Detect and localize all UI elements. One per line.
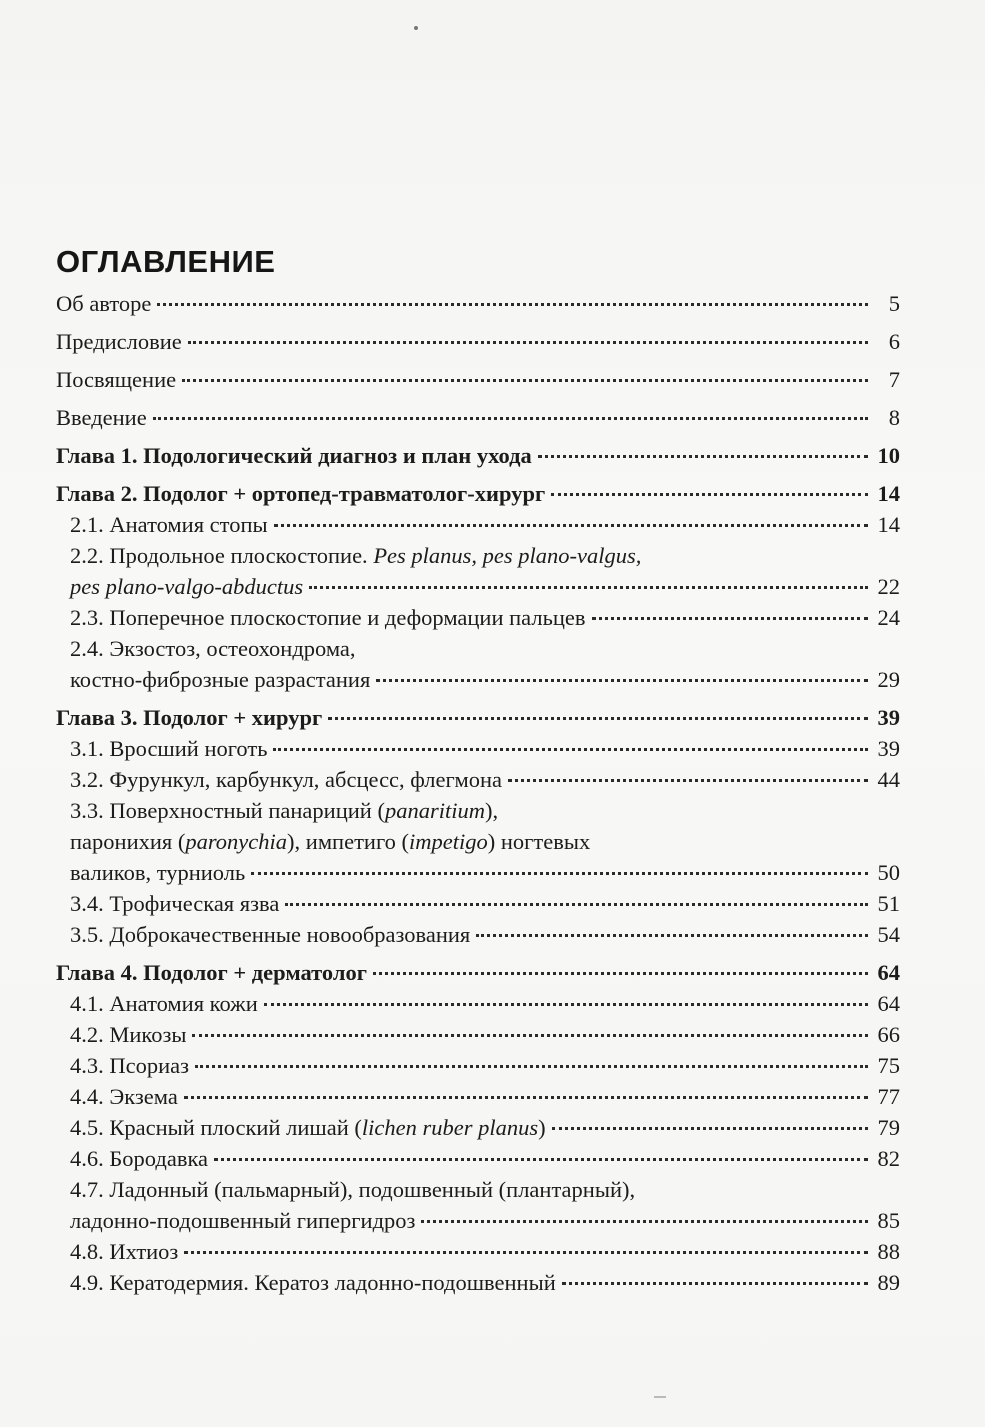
dot-leader: [476, 934, 868, 937]
page-number: 82: [877, 1146, 900, 1171]
dot-leader: [264, 1003, 868, 1006]
toc-section-4-2: 4.2. Микозы 66: [56, 1019, 900, 1050]
toc-heading: ОГЛАВЛЕНИЕ: [56, 244, 276, 279]
print-speck: [654, 1396, 666, 1398]
print-speck: [414, 26, 418, 30]
toc-section-3-3-line1: 3.3. Поверхностный панариций (panaritium),: [70, 798, 499, 823]
toc-entry-dedication: Посвящение 7: [56, 364, 900, 395]
toc-section-2-3: 2.3. Поперечное плоскостопие и деформации пальцев 24: [56, 602, 900, 633]
page-number: 89: [877, 1270, 900, 1295]
page-number: 10: [877, 443, 900, 468]
dot-leader: [192, 1034, 868, 1037]
dot-leader: [214, 1158, 868, 1161]
toc-section-4-7: ладонно-подошвенный гипергидроз 85: [56, 1205, 900, 1236]
dot-leader: [184, 1251, 868, 1254]
table-of-contents: [56, 244, 900, 1298]
toc-chapter-3: Глава 3. Подолог + хирург 39: [56, 702, 900, 733]
page-number: 66: [877, 1022, 900, 1047]
toc-section-4-8: 4.8. Ихтиоз 88: [56, 1236, 900, 1267]
page-number: 14: [877, 481, 900, 506]
dot-leader: [251, 872, 868, 875]
toc-section-4-6: 4.6. Бородавка 82: [56, 1143, 900, 1174]
toc-section-2-4: костно-фиброзные разрастания 29: [56, 664, 900, 695]
toc-section-4-7-line1: 4.7. Ладонный (пальмарный), подошвенный (плантарный),: [70, 1177, 636, 1202]
dot-leader: [538, 455, 868, 458]
toc-section-2-2: pes plano-valgo-abductus 22: [56, 571, 900, 602]
page-number: 79: [877, 1115, 900, 1140]
dot-leader: [309, 586, 868, 589]
toc-section-3-4: 3.4. Трофическая язва 51: [56, 888, 900, 919]
toc-chapter-1: Глава 1. Подологический диагноз и план ухода 10: [56, 440, 900, 471]
page-number: 50: [877, 860, 900, 885]
toc-section-3-3: валиков, турниоль 50: [56, 857, 900, 888]
toc-section-3-5: 3.5. Доброкачественные новообразования 54: [56, 919, 900, 950]
page-number: 75: [877, 1053, 900, 1078]
page-number: 54: [877, 922, 900, 947]
dot-leader: [373, 972, 868, 975]
page-number: 29: [877, 667, 900, 692]
dot-leader: [562, 1282, 868, 1285]
page-number: 8: [888, 405, 900, 430]
toc-section-2-2-line1: 2.2. Продольное плоскостопие. Pes planus, pes plano-valgus,: [70, 543, 642, 568]
page-number: 22: [877, 574, 900, 599]
page-number: 5: [888, 291, 900, 316]
page-number: 39: [877, 736, 900, 761]
page-number: 64: [877, 991, 900, 1016]
toc-entry-preface: Предисловие 6: [56, 326, 900, 357]
dot-leader: [285, 903, 868, 906]
toc-chapter-2: Глава 2. Подолог + ортопед-травматолог-хирург 14: [56, 478, 900, 509]
dot-leader: [328, 717, 868, 720]
dot-leader: [274, 524, 868, 527]
toc-entry-intro: Введение 8: [56, 402, 900, 433]
toc-section-2-4-line1: 2.4. Экзостоз, остеохондрома,: [70, 636, 356, 661]
dot-leader: [508, 779, 868, 782]
dot-leader: [551, 493, 868, 496]
page-number: 51: [877, 891, 900, 916]
page-number: 24: [877, 605, 900, 630]
page-number: 64: [877, 960, 900, 985]
toc-section-4-1: 4.1. Анатомия кожи 64: [56, 988, 900, 1019]
page-number: 7: [888, 367, 900, 392]
page-number: 85: [877, 1208, 900, 1233]
toc-chapter-4: Глава 4. Подолог + дерматолог 64: [56, 957, 900, 988]
page-number: 77: [877, 1084, 900, 1109]
toc-section-4-4: 4.4. Экзема 77: [56, 1081, 900, 1112]
toc-section-4-5: 4.5. Красный плоский лишай (lichen ruber planus) 79: [56, 1112, 900, 1143]
dot-leader: [421, 1220, 868, 1223]
dot-leader: [273, 748, 868, 751]
toc-section-4-3: 4.3. Псориаз 75: [56, 1050, 900, 1081]
dot-leader: [552, 1127, 868, 1130]
dot-leader: [376, 679, 868, 682]
dot-leader: [182, 379, 868, 382]
dot-leader: [157, 303, 868, 306]
page-number: 14: [877, 512, 900, 537]
toc-section-4-9: 4.9. Кератодермия. Кератоз ладонно-подошвенный 89: [56, 1267, 900, 1298]
dot-leader: [184, 1096, 868, 1099]
dot-leader: [592, 617, 868, 620]
toc-section-3-2: 3.2. Фурункул, карбункул, абсцесс, флегмона 44: [56, 764, 900, 795]
dot-leader: [195, 1065, 868, 1068]
toc-entry-about: Об авторе 5: [56, 288, 900, 319]
page-number: 44: [877, 767, 900, 792]
toc-section-2-1: 2.1. Анатомия стопы 14: [56, 509, 900, 540]
toc-section-3-1: 3.1. Вросший ноготь 39: [56, 733, 900, 764]
page-number: 88: [877, 1239, 900, 1264]
dot-leader: [188, 341, 868, 344]
dot-leader: [153, 417, 868, 420]
toc-section-3-3-line2: паронихия (paronychia), импетиго (impetigo) ногтевых: [70, 829, 591, 854]
page-number: 6: [888, 329, 900, 354]
page-number: 39: [877, 705, 900, 730]
